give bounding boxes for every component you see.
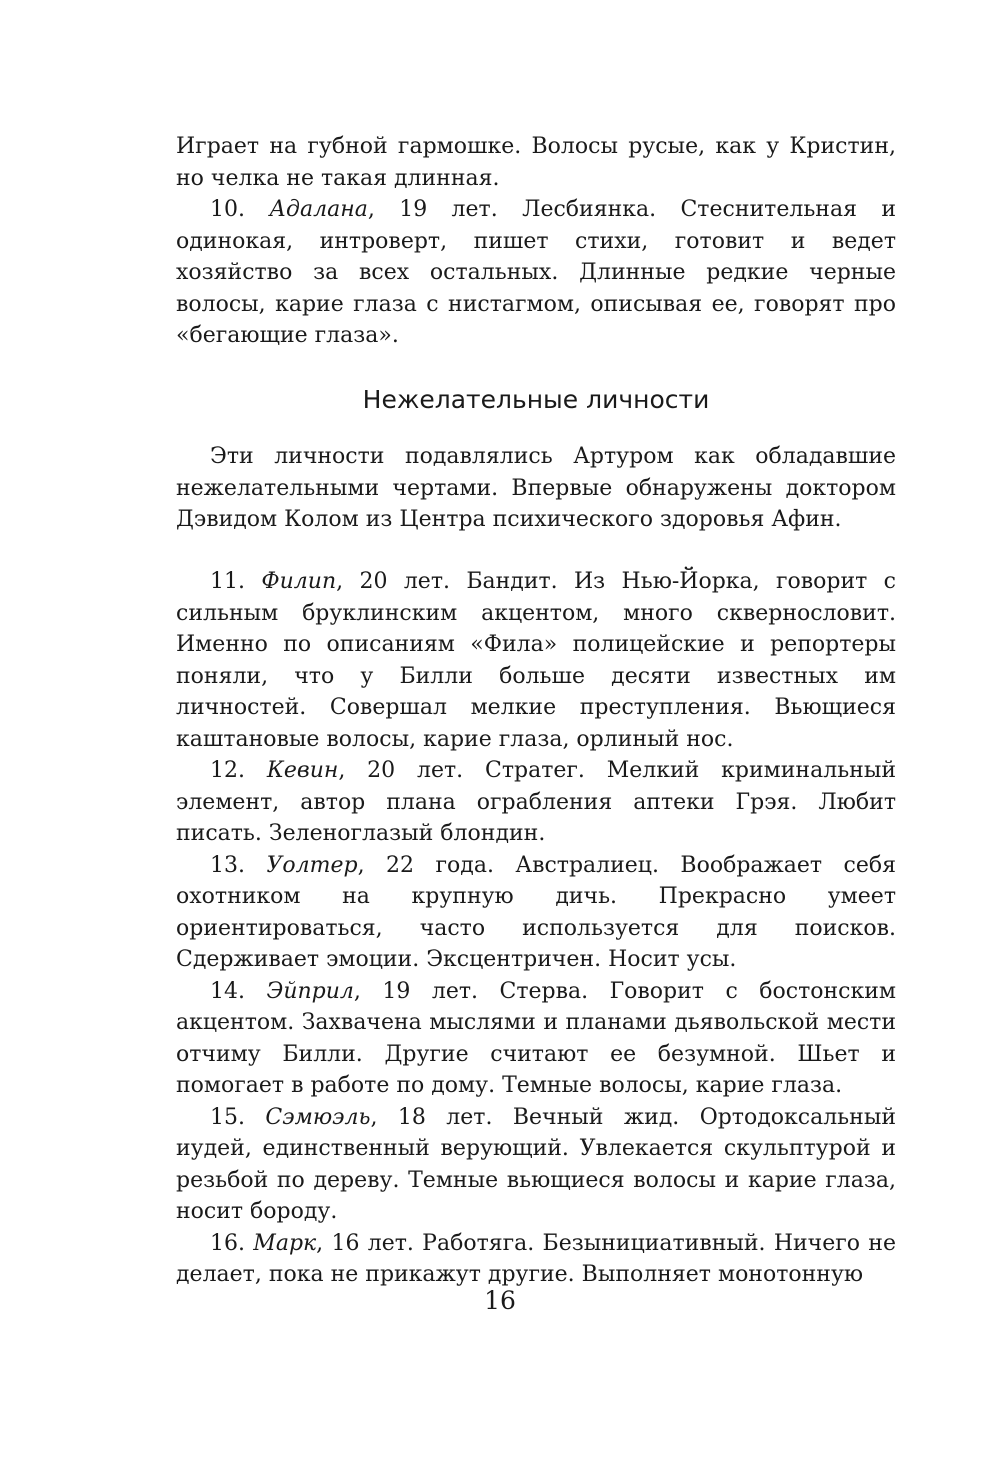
entry-name: Кевин (266, 758, 339, 783)
entry-number: 10. (210, 197, 245, 222)
entry-16 (176, 1228, 896, 1291)
entry-number: 14. (210, 978, 245, 1004)
entry-10 (176, 194, 896, 352)
entry-name: Сэмюэль (265, 1104, 371, 1130)
entry-name: Марк (253, 1230, 317, 1256)
entry-number: 15. (210, 1104, 245, 1130)
entry-14 (176, 976, 896, 1102)
section-intro-block (176, 441, 896, 536)
entry-name: Эйприл (266, 978, 354, 1004)
entry-text: , 19 лет. Стерва. Говорит с бостонским акцентом. Захвачена мыслями и планами дьявольской мести отчиму Билли. Другие считают ее безумной. Шьет и помогает в работе по дому. Темные волосы, карие глаза. (176, 978, 896, 1098)
entries-list (176, 566, 896, 1291)
entry-name: Адалана (269, 197, 368, 222)
entry-text: , 22 года. Австралиец. Воображает себя охотником на крупную дичь. Прекрасно умеет ориентироваться, часто используется для поисков. Сдерживает эмоции. Эксцентричен. Носит усы. (176, 852, 896, 972)
entry-11 (176, 566, 896, 755)
entry-name: Филип (261, 569, 337, 594)
section-heading: Нежелательные личности (362, 385, 710, 414)
entry-12 (176, 755, 896, 850)
entry-15 (176, 1102, 896, 1228)
entry-number: 16. (210, 1230, 245, 1256)
entry-13 (176, 850, 896, 976)
page-number: 16 (484, 1286, 516, 1315)
entry-number: 12. (210, 758, 245, 783)
entry-number: 11. (210, 569, 245, 594)
entry-text: , 16 лет. Работяга. Безынициативный. Ничего не делает, пока не прикажут другие. Выполняет монотонную (176, 1230, 896, 1287)
entry-text: , 20 лет. Стратег. Мелкий криминальный элемент, автор плана ограбления аптеки Грэя. Любит писать. Зеленоглазый блондин. (176, 758, 897, 846)
entry-text: , 18 лет. Вечный жид. Ортодоксальный иудей, единственный верующий. Увлекается скульптурой и резьбой по дереву. Темные вьющиеся волосы и карие глаза, носит бороду. (176, 1104, 896, 1224)
entry-name: Уолтер (266, 852, 358, 878)
entry-text: , 19 лет. Лесбиянка. Стеснительная и одинокая, интроверт, пишет стихи, готовит и ведет хозяйство за всех остальных. Длинные редкие черные волосы, карие глаза с нистагмом, описывая ее, говорят про «бегающие глаза». (176, 197, 896, 348)
top-text-block (176, 131, 896, 352)
entry-text: , 20 лет. Бандит. Из Нью-Йорка, говорит с сильным бруклинским акцентом, много сквернословит. Именно по описаниям «Фила» полицейские и репортеры поняли, что у Билли больше десяти известных им личностей. Совершал мелкие преступления. Вьющиеся каштановые волосы, карие глаза, орлиный нос. (176, 569, 896, 752)
entry-number: 13. (210, 852, 245, 878)
continuation-paragraph: Играет на губной гармошке. Волосы русые, как у Кристин, но челка не такая длинная. (176, 134, 896, 191)
section-intro: Эти личности подавлялись Артуром как обладавшие нежелательными чертами. Впервые обнаружены доктором Дэвидом Колом из Центра психического здоровья Афин. (176, 444, 896, 532)
